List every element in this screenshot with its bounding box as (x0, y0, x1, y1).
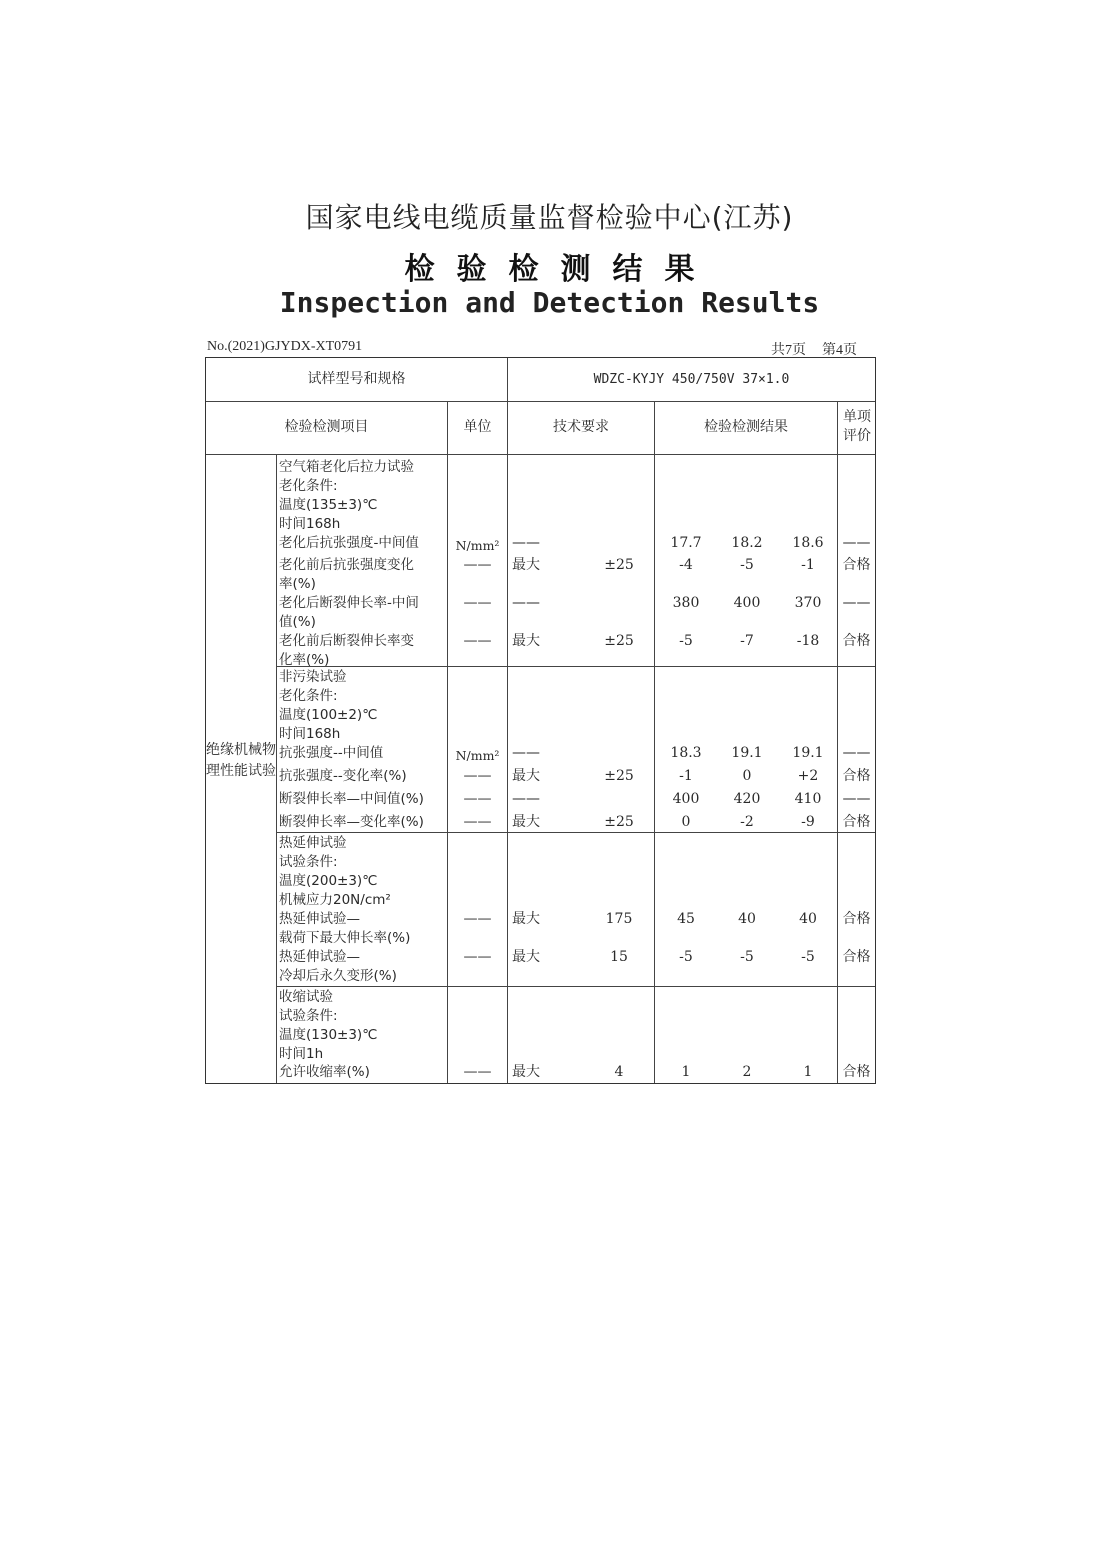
unit-cell: —— (463, 633, 492, 649)
requirement-value: 4 (614, 1064, 624, 1080)
category-label: 绝缘机械物理性能试验 (206, 742, 276, 779)
result-value-3: -9 (801, 814, 815, 830)
test-item-label-line: 老化前后断裂伸长率变 (279, 633, 414, 649)
header-unit: 单位 (463, 419, 492, 435)
section-condition-line: 时间1h (279, 1046, 324, 1062)
result-value-2: 18.2 (731, 535, 763, 551)
unit-cell: —— (463, 557, 492, 573)
result-value-3: -18 (796, 633, 820, 649)
test-item-label: 抗张强度--变化率(%) (279, 768, 407, 784)
unit-cell: —— (463, 911, 492, 927)
test-item-label-line: 率(%) (279, 576, 316, 592)
test-item-label: 断裂伸长率—中间值(%) (279, 791, 424, 807)
header-result: 检验检测结果 (704, 419, 788, 435)
section-condition-line: 时间168h (279, 516, 341, 532)
requirement-label: —— (512, 595, 540, 611)
result-value-1: 45 (677, 911, 695, 927)
unit-cell: N/mm² (455, 538, 500, 553)
result-value-3: 410 (794, 791, 822, 807)
requirement-label: —— (512, 791, 540, 807)
unit-cell: —— (463, 1064, 492, 1080)
document-number: No.(2021)GJYDX-XT0791 (207, 339, 363, 354)
result-value-3: 19.1 (792, 745, 824, 761)
test-item-label-line: 老化后断裂伸长率-中间 (279, 595, 419, 611)
result-value-2: -7 (740, 633, 754, 649)
evaluation-cell: —— (842, 535, 871, 551)
requirement-label: 最大 (512, 1064, 540, 1080)
unit-cell: —— (463, 814, 492, 830)
result-value-3: 40 (799, 911, 817, 927)
evaluation-cell: —— (842, 595, 871, 611)
requirement-label: 最大 (512, 557, 540, 573)
section-condition-line: 空气箱老化后拉力试验 (279, 459, 414, 475)
test-item-label (279, 632, 447, 670)
result-value-1: 380 (672, 595, 700, 611)
evaluation-cell: —— (842, 791, 871, 807)
report-title-cn: 检验检测结果 (404, 252, 717, 287)
section-condition-line: 老化条件: (279, 688, 338, 704)
unit-cell: —— (463, 949, 492, 965)
section-condition-line: 老化条件: (279, 478, 338, 494)
unit-cell: N/mm² (455, 748, 500, 763)
test-item-label: 抗张强度--中间值 (279, 745, 384, 761)
evaluation-cell: 合格 (842, 814, 871, 830)
result-value-1: 17.7 (670, 535, 702, 551)
evaluation-cell: 合格 (842, 949, 871, 965)
result-value-1: 0 (681, 814, 691, 830)
result-value-3: +2 (797, 768, 819, 784)
page-indicator (771, 339, 857, 359)
section-condition-line: 机械应力20N/cm² (279, 892, 391, 908)
result-value-3: 370 (794, 595, 822, 611)
total-pages: 共7页 (771, 343, 806, 358)
test-item-label-line: 值(%) (279, 614, 316, 630)
requirement-label: —— (512, 745, 540, 761)
header-item: 检验检测项目 (284, 419, 369, 435)
test-item-label (279, 556, 447, 594)
test-item-label (279, 948, 447, 986)
result-value-1: -4 (679, 557, 693, 573)
test-item-label-line: 载荷下最大伸长率(%) (279, 930, 411, 946)
result-value-1: 1 (681, 1064, 691, 1080)
requirement-value: 15 (610, 949, 628, 965)
results-table (205, 357, 876, 1084)
result-value-1: -1 (679, 768, 693, 784)
unit-cell: —— (463, 768, 492, 784)
section-condition-line: 时间168h (279, 726, 341, 742)
test-item-label (279, 594, 447, 632)
spec-label: 试样型号和规格 (307, 371, 406, 387)
result-value-1: 400 (672, 791, 700, 807)
test-item-label-line: 热延伸试验— (279, 949, 360, 965)
requirement-value: ±25 (604, 768, 634, 784)
result-value-3: 1 (803, 1064, 813, 1080)
requirement-value: ±25 (604, 814, 634, 830)
spec-value: WDZC-KYJY 450/750V 37×1.0 (593, 372, 790, 387)
result-value-1: -5 (679, 633, 693, 649)
requirement-label: 最大 (512, 949, 540, 965)
result-value-3: 18.6 (792, 535, 824, 551)
section-condition-line: 非污染试验 (279, 669, 347, 685)
result-value-3: -1 (801, 557, 815, 573)
result-value-3: -5 (801, 949, 815, 965)
section-condition-line: 热延伸试验 (279, 835, 347, 851)
test-item-label (279, 910, 447, 948)
section-condition-line: 试验条件: (279, 1008, 338, 1024)
evaluation-cell: 合格 (842, 633, 871, 649)
result-value-2: 2 (742, 1064, 752, 1080)
unit-cell: —— (463, 595, 492, 611)
test-item-label-line: 冷却后永久变形(%) (279, 968, 397, 984)
result-value-2: -5 (740, 557, 754, 573)
evaluation-cell: 合格 (842, 768, 871, 784)
result-value-1: 18.3 (670, 745, 702, 761)
evaluation-cell: 合格 (842, 1064, 871, 1080)
evaluation-cell: 合格 (842, 911, 871, 927)
requirement-label: 最大 (512, 814, 540, 830)
evaluation-cell: —— (842, 745, 871, 761)
org-title: 国家电线电缆质量监督检验中心(江苏) (305, 201, 794, 234)
unit-cell: —— (463, 791, 492, 807)
result-value-2: -5 (740, 949, 754, 965)
result-value-2: 40 (738, 911, 756, 927)
header-requirement: 技术要求 (553, 419, 609, 435)
test-item-label: 断裂伸长率—变化率(%) (279, 814, 424, 830)
requirement-value: 175 (605, 911, 633, 927)
section-condition-line: 收缩试验 (279, 989, 333, 1005)
requirement-label: 最大 (512, 768, 540, 784)
section-condition-line: 温度(135±3)℃ (279, 497, 378, 513)
result-value-1: -5 (679, 949, 693, 965)
section-condition-line: 温度(130±3)℃ (279, 1027, 378, 1043)
requirement-value: ±25 (604, 557, 634, 573)
result-value-2: 400 (733, 595, 761, 611)
requirement-label: 最大 (512, 911, 540, 927)
requirement-label: 最大 (512, 633, 540, 649)
header-evaluation: 单项评价 (843, 409, 871, 444)
test-item-label-line: 老化前后抗张强度变化 (279, 557, 414, 573)
test-item-label-line: 化率(%) (279, 652, 330, 668)
requirement-label: —— (512, 535, 540, 551)
requirement-value: ±25 (604, 633, 634, 649)
report-title-en: Inspection and Detection Results (279, 286, 820, 319)
result-value-2: -2 (740, 814, 754, 830)
current-page: 第4页 (822, 343, 857, 358)
result-value-2: 0 (742, 768, 752, 784)
result-value-2: 420 (733, 791, 761, 807)
test-item-label: 允许收缩率(%) (279, 1064, 370, 1080)
section-condition-line: 温度(100±2)℃ (279, 707, 378, 723)
evaluation-cell: 合格 (842, 557, 871, 573)
result-value-2: 19.1 (731, 745, 763, 761)
test-item-label: 老化后抗张强度-中间值 (279, 535, 419, 551)
section-condition-line: 温度(200±3)℃ (279, 873, 378, 889)
section-condition-line: 试验条件: (279, 854, 338, 870)
test-item-label-line: 热延伸试验— (279, 911, 360, 927)
